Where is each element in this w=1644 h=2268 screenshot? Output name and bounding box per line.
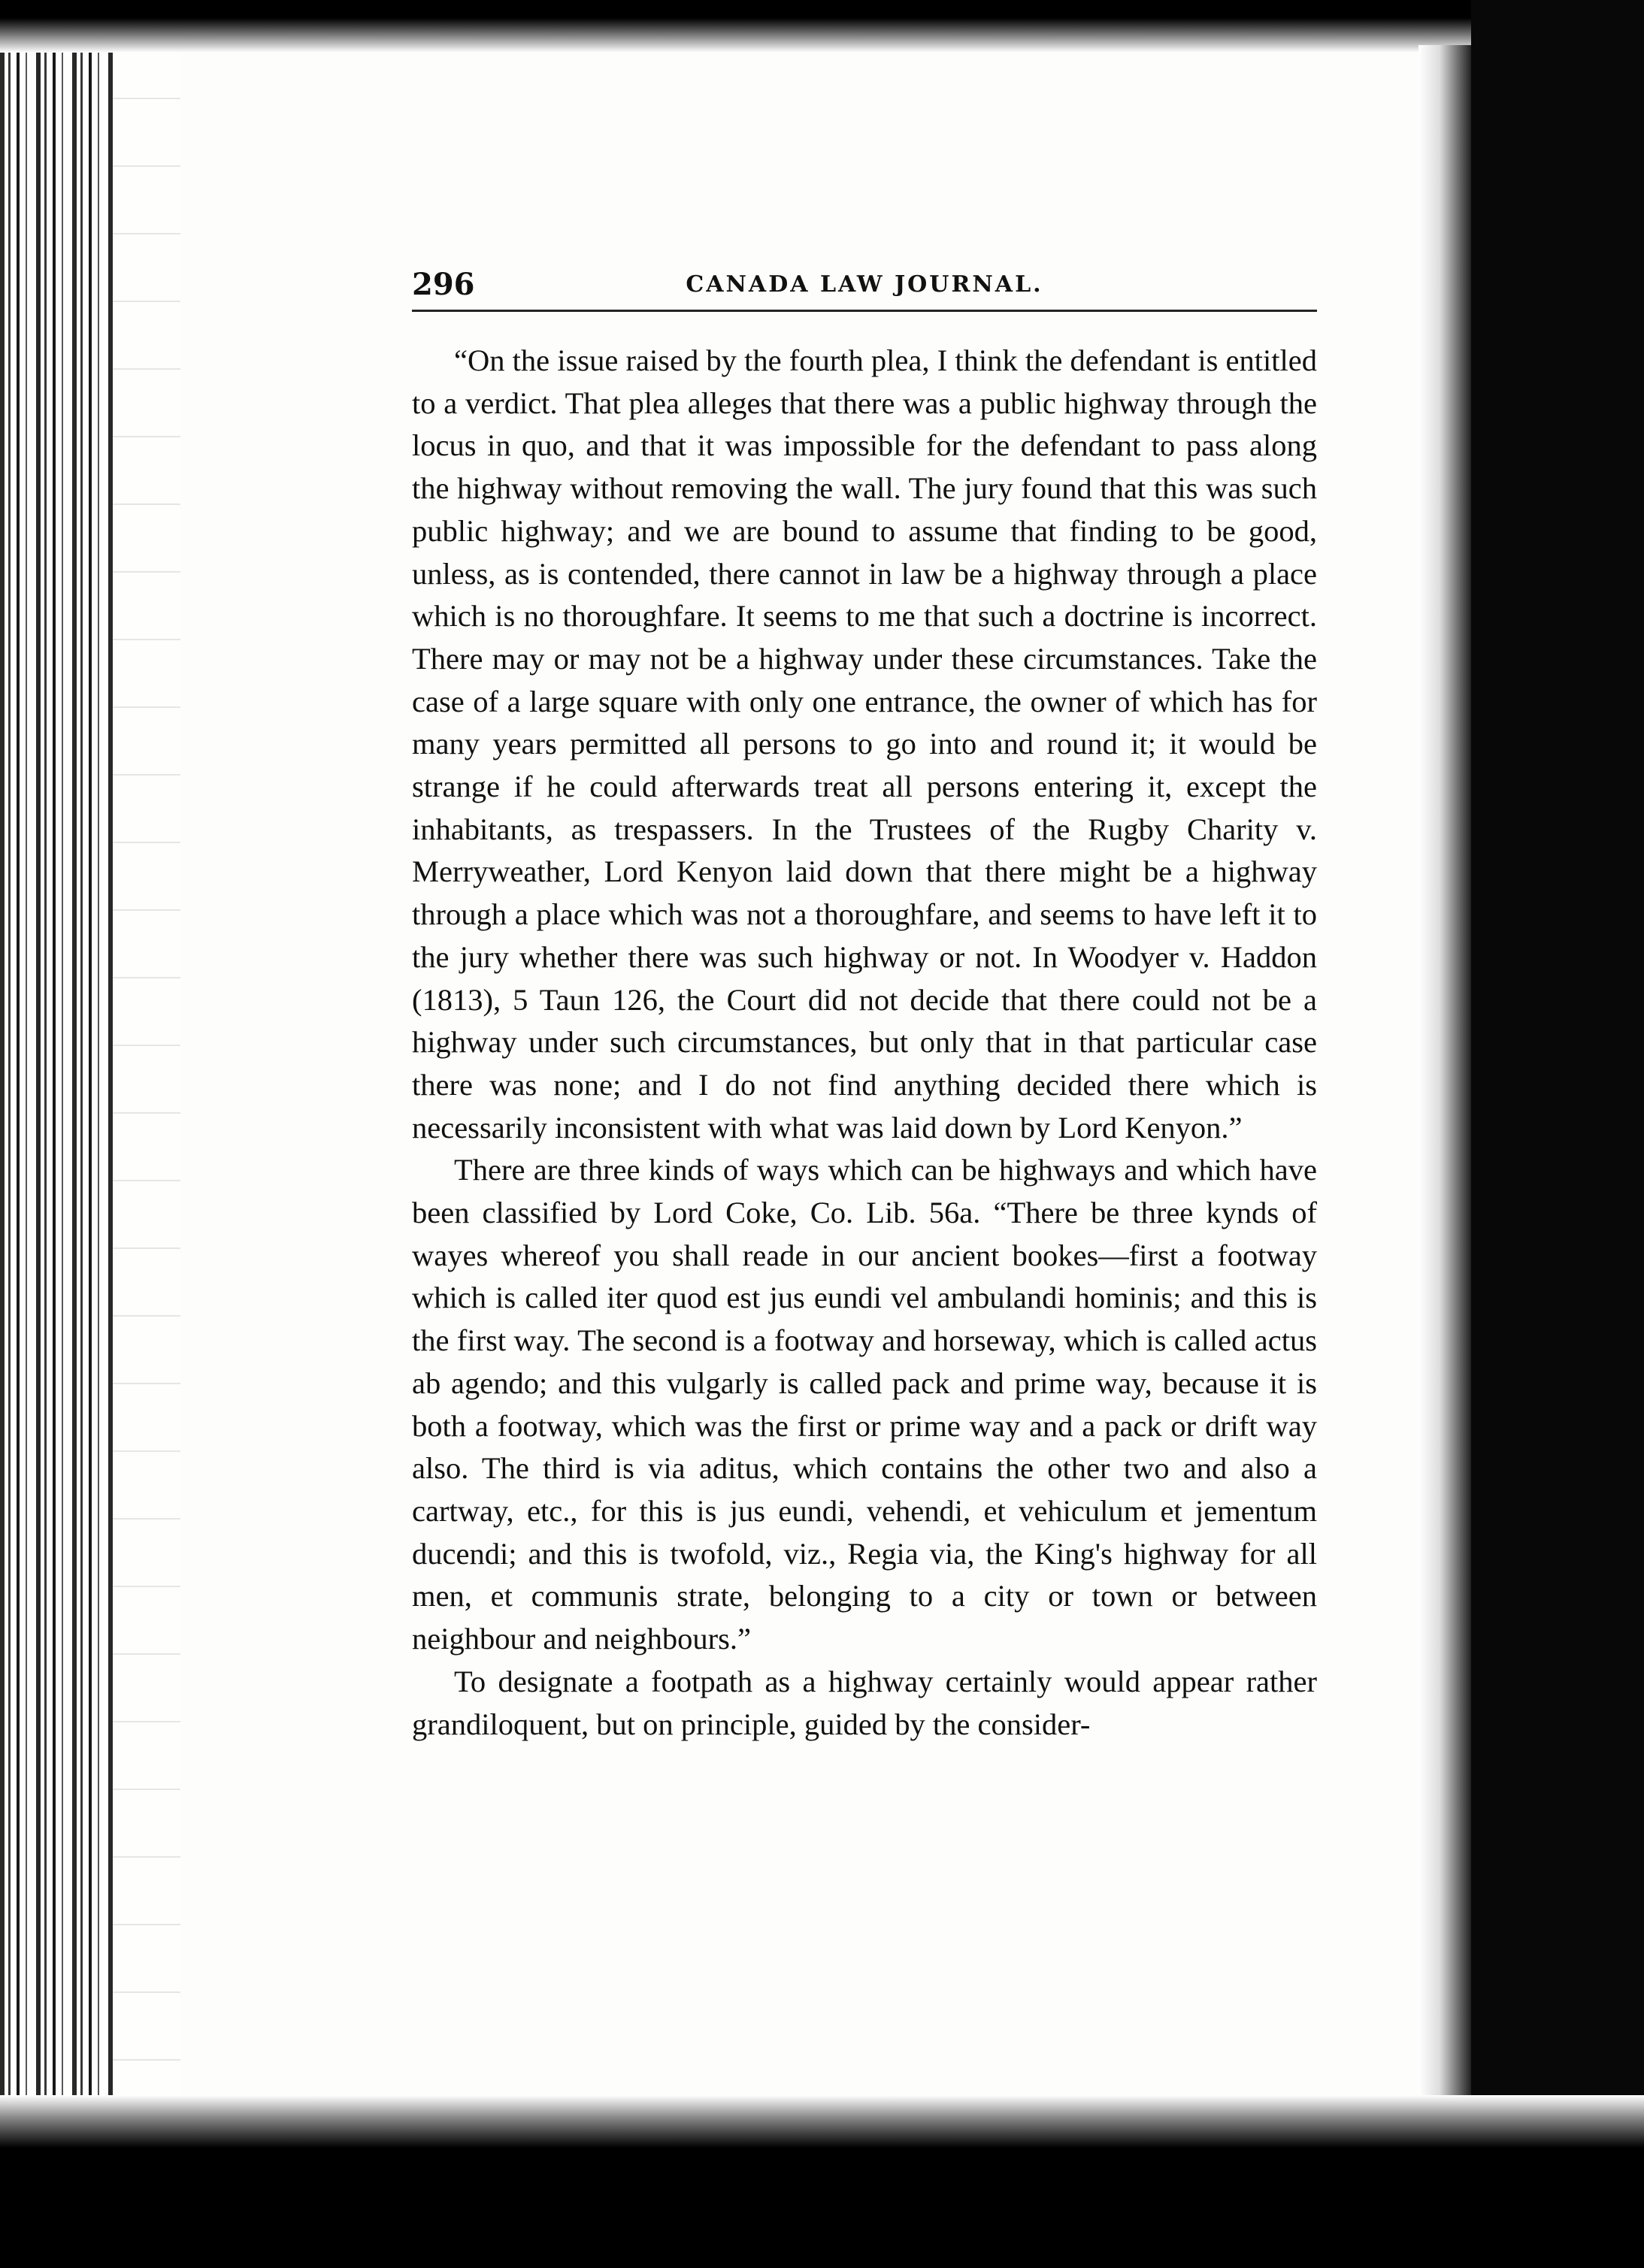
left-binding-edge bbox=[0, 0, 113, 2268]
paragraph-quote-judgment: “On the issue raised by the fourth plea, I think the defendant is entitled to a verdict. That plea alleges that there was a public highway through the locus in quo, and that it was impossible for the defendant to pass along the highway without removing the wall. The jury found that this was such public highway; and we are bound to assume that finding to be good, unless, as is contended, there cannot in law be a highway through a place which is no thoroughfare. It seems to me that such a doctrine is incorrect. There may or may not be a highway under these circumstances. Take the case of a large square with only one entrance, the owner of which has for many years permitted all persons to go into and round it; it would be strange if he could afterwards treat all persons entering it, except the inhabitants, as trespassers. In the Trustees of the Rugby Charity v. Merryweather, Lord Kenyon laid down that there might be a highway through a place which was not a thoroughfare, and seems to have left it to the jury whether there was such highway or not. In Woodyer v. Haddon (1813), 5 Taun 126, the Court did not decide that there could not be a highway under such circumstances, but only that in that particular case there was none; and I do not find anything decided there which is necessarily inconsistent with what was laid down by Lord Kenyon.” bbox=[412, 343, 1317, 1145]
paragraph-footpath: To designate a footpath as a highway certainly would appear rather grandiloquent, but on principle, guided by the consider- bbox=[412, 1664, 1317, 1741]
journal-title: CANADA LAW JOURNAL. bbox=[686, 271, 1043, 298]
paragraph-kinds-of-ways: There are three kinds of ways which can be highways and which have been classified by Lord Coke, Co. Lib. 56a. “There be three kynds of wayes whereof you shall reade in our ancient bookes—first a footway which is called iter quod est jus eundi vel ambulandi hominis; and this is the first way. The second is a footway and horseway, which is called actus ab agendo; and this vulgarly is called pack and prime way, because it is both a footway, which was the first or prime way and a pack or drift way also. The third is via aditus, which contains the other two and also a cartway, etc., for this is jus eundi, vehendi, et vehiculum et jementum ducendi; and this is twofold, viz., Regia via, the King's highway for all men, et communis strate, belonging to a city or town or between neighbour and neighbours.” bbox=[412, 1153, 1317, 1656]
bottom-scan-edge bbox=[0, 2095, 1644, 2268]
left-margin-noise bbox=[113, 0, 180, 2268]
top-scan-edge bbox=[0, 0, 1644, 53]
right-scan-edge bbox=[1471, 0, 1644, 2268]
right-page-shadow bbox=[1418, 45, 1471, 2254]
body-text bbox=[412, 340, 1317, 1746]
running-head bbox=[412, 267, 1317, 312]
page-number: 296 bbox=[412, 267, 475, 302]
header-rule bbox=[412, 310, 1317, 312]
